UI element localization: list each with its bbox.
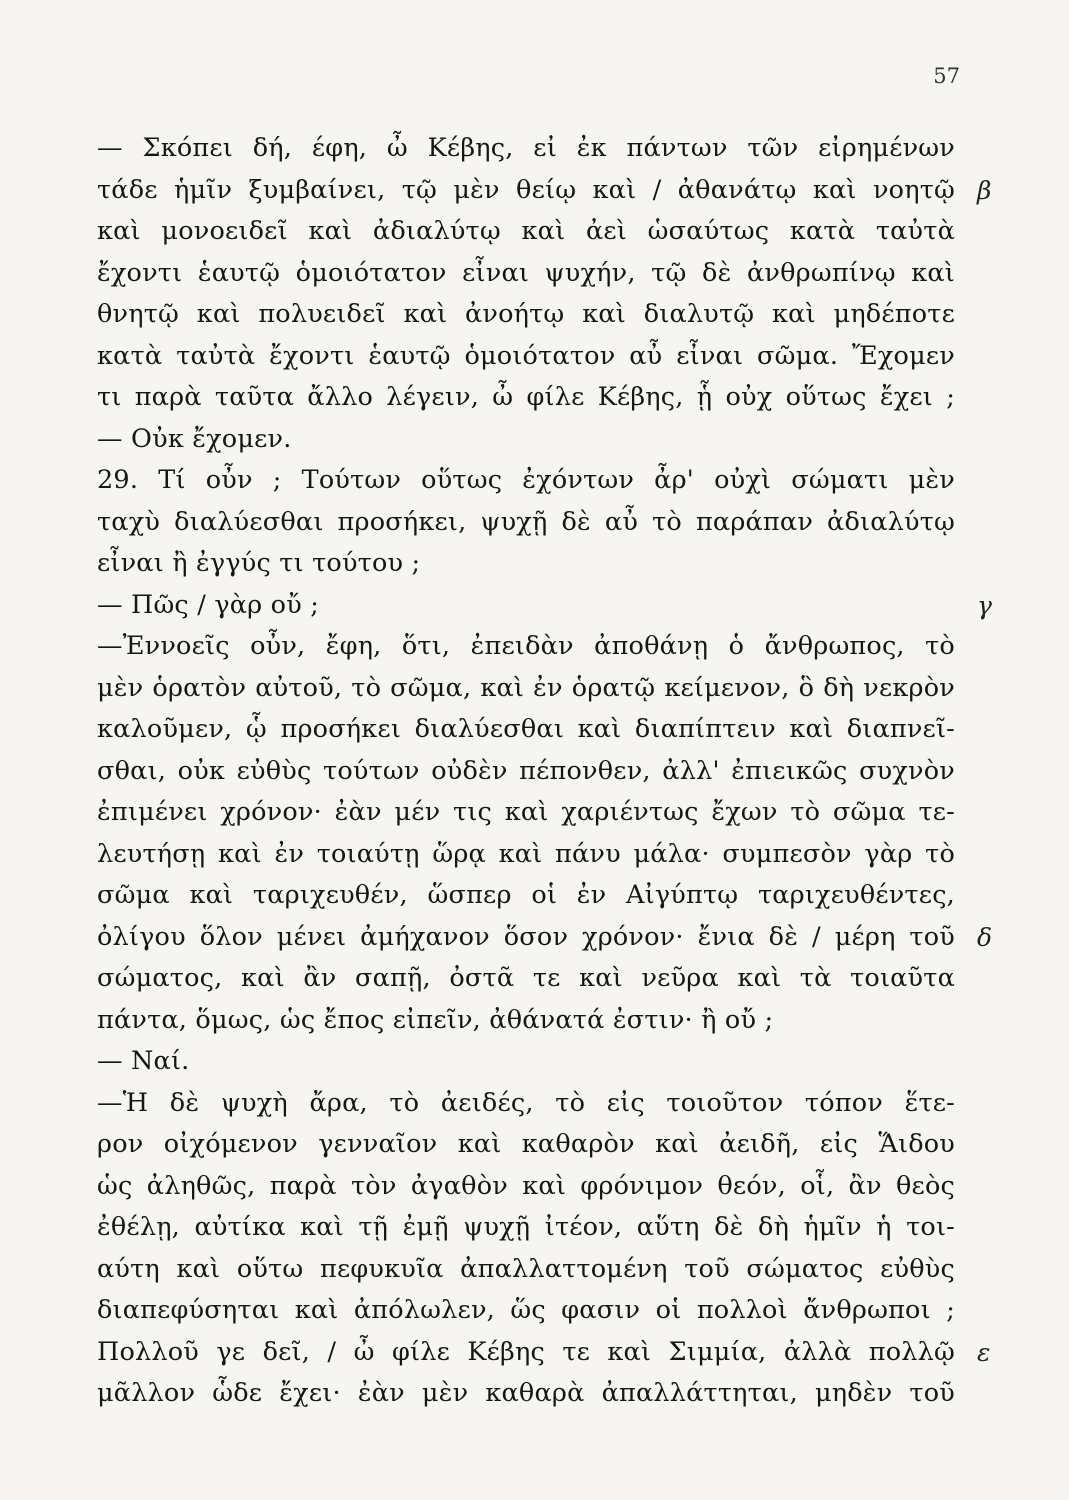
text-line-content: αύτη καὶ οὕτω πεφυκυῖα ἀπαλλαττομένη τοῦ σώματος εὐθὺς <box>97 1253 955 1284</box>
text-line <box>97 668 955 710</box>
text-line <box>97 543 955 585</box>
text-line <box>97 626 955 668</box>
text-line-content: καὶ μονοειδεῖ καὶ ἀδιαλύτῳ καὶ ἀεὶ ὡσαύτως κατὰ ταὐτὰ <box>97 216 955 246</box>
text-column <box>97 128 993 1415</box>
text-line <box>97 1124 955 1166</box>
text-line-content: θνητῷ καὶ πολυειδεῖ καὶ ἀνοήτῳ καὶ διαλυτῷ καὶ μηδέποτε <box>97 299 955 329</box>
text-line <box>97 875 955 917</box>
text-line-content: —Ἐννοεῖς οὖν, ἔφη, ὅτι, ἐπειδὰν ἀποθάνῃ ὁ ἄνθρωπος, τὸ <box>97 631 955 661</box>
text-line-content: μᾶλλον ὧδε ἔχει· ἐὰν μὲν καθαρὰ ἀπαλλάττηται, μηδὲν τοῦ <box>97 1378 955 1408</box>
text-line <box>97 1207 955 1249</box>
margin-marker: δ <box>977 922 993 952</box>
text-line-content: ὀλίγου ὅλον μένει ἀμήχανον ὅσον χρόνον· ἔνια δὲ / μέρη τοῦ <box>97 921 955 952</box>
text-line-content: σθαι, οὐκ εὐθὺς τούτων οὐδὲν πέπονθεν, ἀλλ' ἐπιεικῶς συχνὸν <box>97 755 955 786</box>
text-line <box>97 792 955 834</box>
text-line-content: εἶναι ἢ ἐγγύς τι τούτου ; <box>97 548 421 578</box>
text-line <box>97 1290 955 1332</box>
text-line-content: ἐθέλῃ, αὐτίκα καὶ τῇ ἐμῇ ψυχῇ ἰτέον, αὕτη δὲ δὴ ἡμῖν ἡ τοι- <box>97 1212 955 1242</box>
text-line-content: —Ἡ δὲ ψυχὴ ἄρα, τὸ ἀειδές, τὸ εἰς τοιοῦτον τόπον ἕτε- <box>97 1087 955 1118</box>
text-line-content: ὡς ἀληθῶς, παρὰ τὸν ἀγαθὸν καὶ φρόνιμον θεόν, οἷ, ἂν θεὸς <box>97 1170 955 1201</box>
text-line-content: 29. Τί οὖν ; Τούτων οὕτως ἐχόντων ἆρ' οὐχὶ σώματι μὲν <box>97 465 955 495</box>
text-line-content: — Σκόπει δή, έφη, ὦ Κέβης, εἰ ἐκ πάντων τῶν εἰρημένων <box>97 133 955 163</box>
text-line <box>97 253 955 295</box>
text-line <box>97 709 955 751</box>
margin-marker: β <box>977 175 992 205</box>
text-line <box>97 585 993 627</box>
text-line <box>97 958 955 1000</box>
text-line-content: σῶμα καὶ ταριχευθέν, ὥσπερ οἱ ἐν Αἰγύπτῳ ταριχευθέντες, <box>97 880 955 910</box>
text-line-content: ταχὺ διαλύεσθαι προσήκει, ψυχῇ δὲ αὖ τὸ παράπαν ἀδιαλύτῳ <box>97 506 955 537</box>
text-line <box>97 1000 955 1042</box>
margin-marker: γ <box>977 590 993 620</box>
text-line <box>97 1373 955 1415</box>
text-line-content: — Ναί. <box>97 1046 190 1076</box>
text-line <box>97 128 955 170</box>
text-line-content: διαπεφύσηται καὶ ἀπόλωλεν, ὥς φασιν οἱ πολλοὶ ἄνθρωποι ; <box>97 1295 955 1325</box>
text-line <box>97 377 955 419</box>
text-line-content: Πολλοῦ γε δεῖ, / ὦ φίλε Κέβης τε καὶ Σιμμία, ἀλλὰ πολλῷ <box>97 1336 955 1367</box>
text-line-content: ρον οἰχόμενον γενναῖον καὶ καθαρὸν καὶ ἀειδῆ, εἰς Ἅιδου <box>97 1129 955 1159</box>
text-line <box>97 336 955 378</box>
text-line <box>97 502 955 544</box>
text-line <box>97 170 992 212</box>
text-line-content: σώματος, καὶ ἂν σαπῇ, ὀστᾶ τε καὶ νεῦρα καὶ τὰ τοιαῦτα <box>97 963 955 993</box>
page-number: 57 <box>933 64 960 88</box>
text-line <box>97 294 955 336</box>
text-line <box>97 211 955 253</box>
text-line-content: — Πῶς / γὰρ οὔ ; <box>97 589 320 620</box>
text-line <box>97 460 955 502</box>
text-line <box>97 1332 991 1374</box>
margin-marker: ε <box>977 1337 991 1367</box>
text-line <box>97 1249 955 1291</box>
text-line-content: καλοῦμεν, ᾧ προσήκει διαλύεσθαι καὶ διαπίπτειν καὶ διαπνεῖ- <box>97 714 955 744</box>
text-line-content: μὲν ὁρατὸν αὐτοῦ, τὸ σῶμα, καὶ ἐν ὁρατῷ κείμενον, ὃ δὴ νεκρὸν <box>97 672 955 703</box>
text-line <box>97 1041 955 1083</box>
text-line-content: τάδε ἡμῖν ξυμβαίνει, τῷ μὲν θείῳ καὶ / ἀθανάτῳ καὶ νοητῷ <box>97 174 955 205</box>
text-line <box>97 834 955 876</box>
text-line <box>97 419 955 461</box>
text-line <box>97 917 993 959</box>
text-line-content: λευτήσῃ καὶ ἐν τοιαύτῃ ὥρᾳ καὶ πάνυ μάλα· συμπεσὸν γὰρ τὸ <box>97 838 955 869</box>
text-line-content: τι παρὰ ταῦτα ἄλλο λέγειν, ὦ φίλε Κέβης, ᾗ οὐχ οὕτως ἔχει ; <box>97 382 955 412</box>
text-line <box>97 1083 955 1125</box>
text-line-content: πάντα, ὅμως, ὡς ἔπος εἰπεῖν, ἀθάνατά ἐστιν· ἢ οὔ ; <box>97 1004 774 1035</box>
text-line-content: ἐπιμένει χρόνον· ἐὰν μέν τις καὶ χαριέντως ἔχων τὸ σῶμα τε- <box>97 797 955 827</box>
text-line-content: κατὰ ταὐτὰ ἔχοντι ἑαυτῷ ὁμοιότατον αὖ εἶναι σῶμα. Ἔχομεν <box>97 340 955 371</box>
text-line-content: ἔχοντι ἑαυτῷ ὁμοιότατον εἶναι ψυχήν, τῷ δὲ ἀνθρωπίνῳ καὶ <box>97 257 955 288</box>
text-line <box>97 1166 955 1208</box>
text-line-content: — Οὐκ ἔχομεν. <box>97 423 292 454</box>
text-line <box>97 751 955 793</box>
